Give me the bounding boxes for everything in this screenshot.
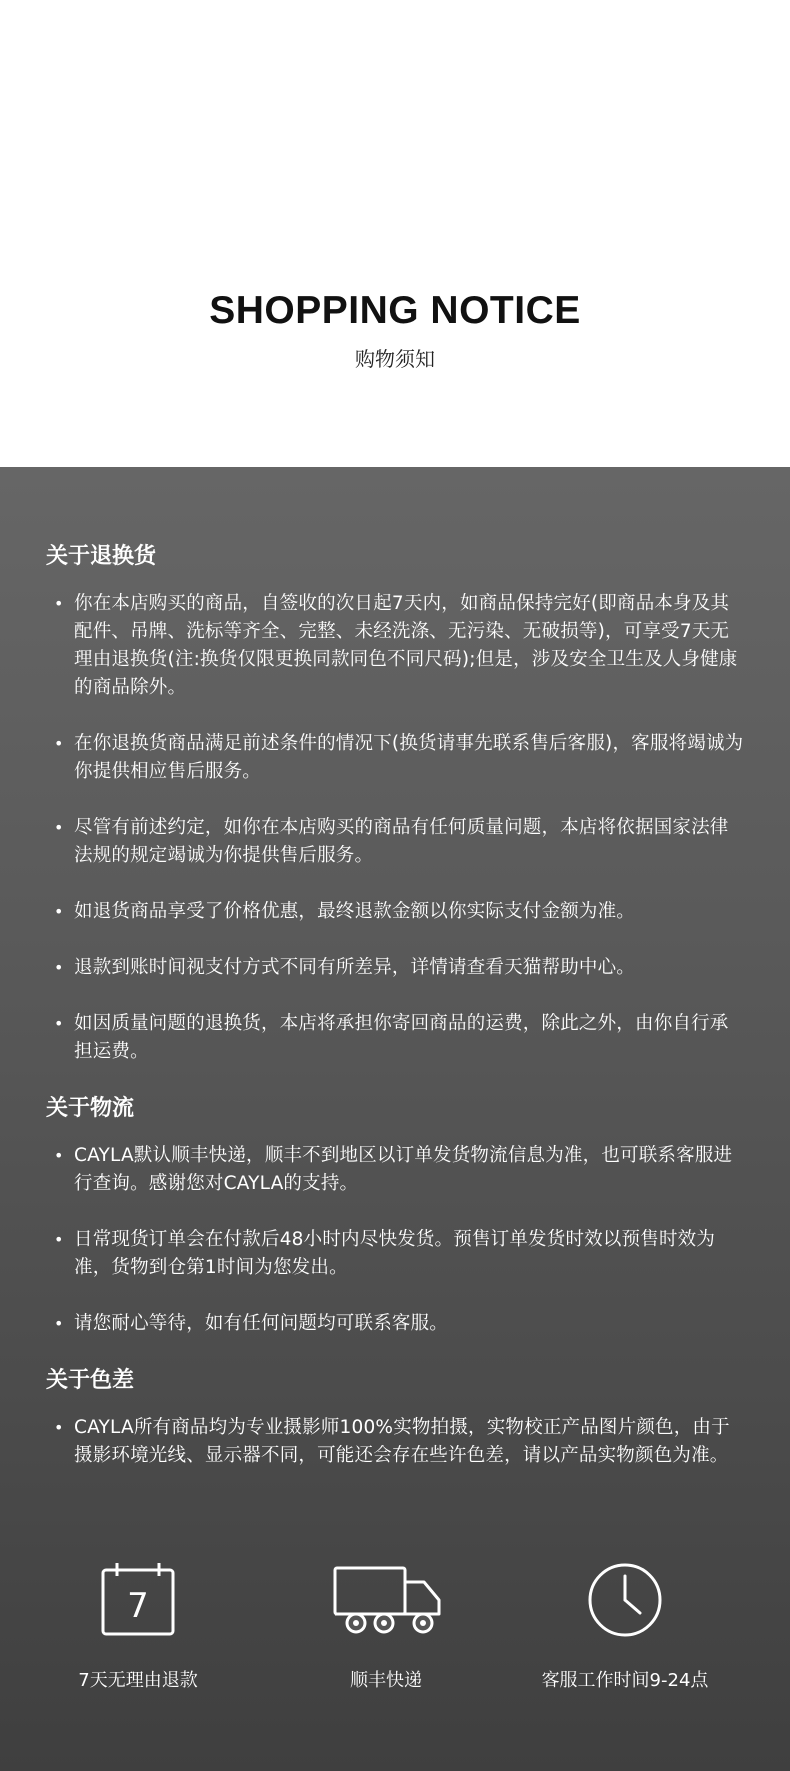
list-item: • 日常现货订单会在付款后48小时内尽快发货。预售订单发货时效以预售时效为准，货物到仓第1时间为您发出。	[46, 1226, 745, 1282]
list-item: • 你在本店购买的商品，自签收的次日起7天内，如商品保持完好(即商品本身及其配件、吊牌、洗标等齐全、完整、未经洗涤、无污染、无破损等)，可享受7天无理由退换货(注:换货仅限更换同款同色不同尺码);但是，涉及安全卫生及人身健康的商品除外。	[46, 590, 745, 702]
list-item: • CAYLA默认顺丰快递，顺丰不到地区以订单发货物流信息为准，也可联系客服进行查询。感谢您对CAYLA的支持。	[46, 1142, 745, 1198]
calendar-icon	[28, 1560, 248, 1640]
list-item: • CAYLA所有商品均为专业摄影师100%实物拍摄，实物校正产品图片颜色，由于摄影环境光线、显示器不同，可能还会存在些许色差，请以产品实物颜色为准。	[46, 1414, 745, 1470]
section-title: 关于物流	[46, 1096, 135, 1121]
feature-service-hours	[515, 1560, 735, 1691]
truck-icon	[276, 1560, 496, 1640]
color-diff-section	[46, 1366, 745, 1470]
feature-icons	[0, 1560, 790, 1710]
list-item: • 如因质量问题的退换货，本店将承担你寄回商品的运费，除此之外，由你自行承担运费。	[46, 1010, 745, 1066]
section-title: 关于色差	[46, 1368, 135, 1393]
list-item: • 在你退换货商品满足前述条件的情况下(换货请事先联系售后客服)，客服将竭诚为你提供相应售后服务。	[46, 730, 745, 786]
list-item: • 尽管有前述约定，如你在本店购买的商品有任何质量问题，本店将依据国家法律法规的规定竭诚为你提供售后服务。	[46, 814, 745, 870]
list-item: • 请您耐心等待，如有任何问题均可联系客服。	[46, 1310, 745, 1338]
page-title: SHOPPING NOTICE	[209, 289, 581, 332]
page-subtitle: 购物须知	[355, 347, 435, 371]
logistics-section	[46, 1094, 745, 1338]
clock-icon	[515, 1560, 735, 1640]
list-item: • 如退货商品享受了价格优惠，最终退款金额以你实际支付金额为准。	[46, 898, 745, 926]
header	[0, 0, 790, 467]
notice-panel	[0, 467, 790, 1771]
calendar-number: 7	[127, 1586, 149, 1626]
returns-section	[46, 542, 745, 1066]
section-title: 关于退换货	[46, 544, 157, 569]
list-item: • 退款到账时间视支付方式不同有所差异，详情请查看天猫帮助中心。	[46, 954, 745, 982]
feature-shipping	[276, 1560, 496, 1691]
feature-label: 顺丰快递	[350, 1670, 422, 1691]
feature-returns	[28, 1560, 248, 1691]
feature-label: 7天无理由退款	[78, 1670, 198, 1691]
feature-label: 客服工作时间9-24点	[541, 1670, 709, 1691]
